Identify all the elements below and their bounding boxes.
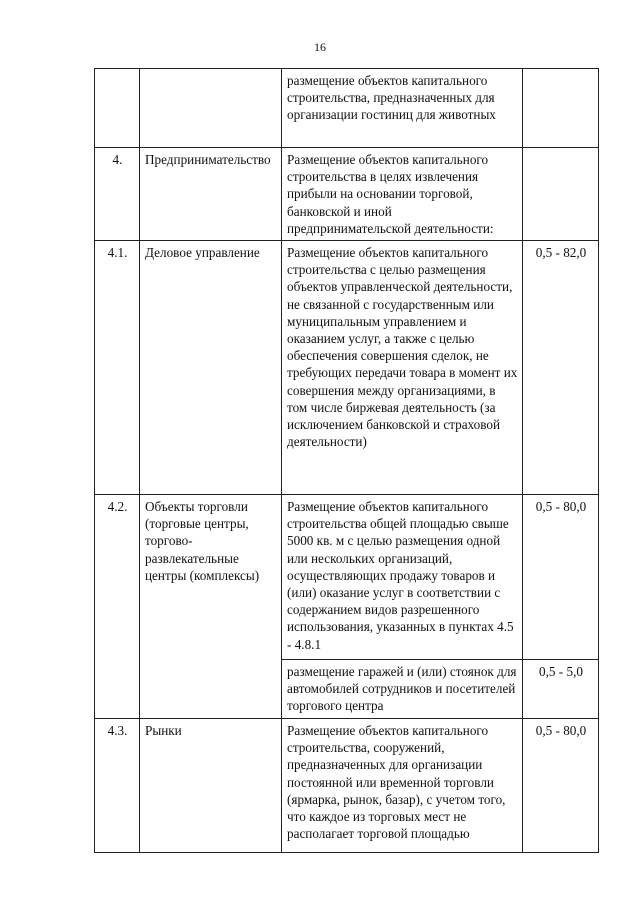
row-parameter [523, 148, 599, 241]
row-name: Деловое управление [140, 241, 282, 495]
row-name: Рынки [140, 719, 282, 853]
row-sub-parameter: 0,5 - 5,0 [523, 660, 599, 719]
table-row [95, 69, 599, 148]
row-description: Размещение объектов капитального строительства общей площадью свыше 5000 кв. м с целью размещения одной или нескольких организаций, осуществляющих продажу товаров и (или) оказание услуг в соответствии с содержанием видов разрешенного использования, указанных в пунктах 4.5 - 4.8.1 [282, 495, 523, 660]
row-number: 4.2. [95, 495, 140, 719]
page-number: 16 [314, 40, 326, 54]
row-name [140, 69, 282, 148]
table-row [95, 148, 599, 241]
row-number: 4. [95, 148, 140, 241]
land-use-table [94, 68, 599, 853]
row-parameter: 0,5 - 82,0 [523, 241, 599, 495]
table-row [95, 495, 599, 660]
row-sub-description: размещение гаражей и (или) стоянок для автомобилей сотрудников и посетителей торгового центра [282, 660, 523, 719]
row-parameter: 0,5 - 80,0 [523, 719, 599, 853]
row-name: Предпринимательство [140, 148, 282, 241]
row-parameter: 0,5 - 80,0 [523, 495, 599, 660]
row-number: 4.1. [95, 241, 140, 495]
row-description: Размещение объектов капитального строительства, сооружений, предназначенных для организации постоянной или временной торговли (ярмарка, рынок, базар), с учетом того, что каждое из торговых мест не располагает торговой площадью [282, 719, 523, 853]
row-parameter [523, 69, 599, 148]
row-description: Размещение объектов капитального строительства в целях извлечения прибыли на основании торговой, банковской и иной предпринимательской деятельности: [282, 148, 523, 241]
table-row [95, 241, 599, 495]
row-description: размещение объектов капитального строительства, предназначенных для организации гостиниц для животных [282, 69, 523, 148]
table-row [95, 719, 599, 853]
row-name: Объекты торговли (торговые центры, торгово-развлекательные центры (комплексы) [140, 495, 282, 719]
row-number: 4.3. [95, 719, 140, 853]
row-number [95, 69, 140, 148]
row-description: Размещение объектов капитального строительства с целью размещения объектов управленческой деятельности, не связанной с государственным или муниципальным управлением и оказанием услуг, а также с целью обеспечения совершения сделок, не требующих передачи товара в момент их совершения между организациями, в том числе биржевая деятельность (за исключением банковской и страховой деятельности) [282, 241, 523, 495]
